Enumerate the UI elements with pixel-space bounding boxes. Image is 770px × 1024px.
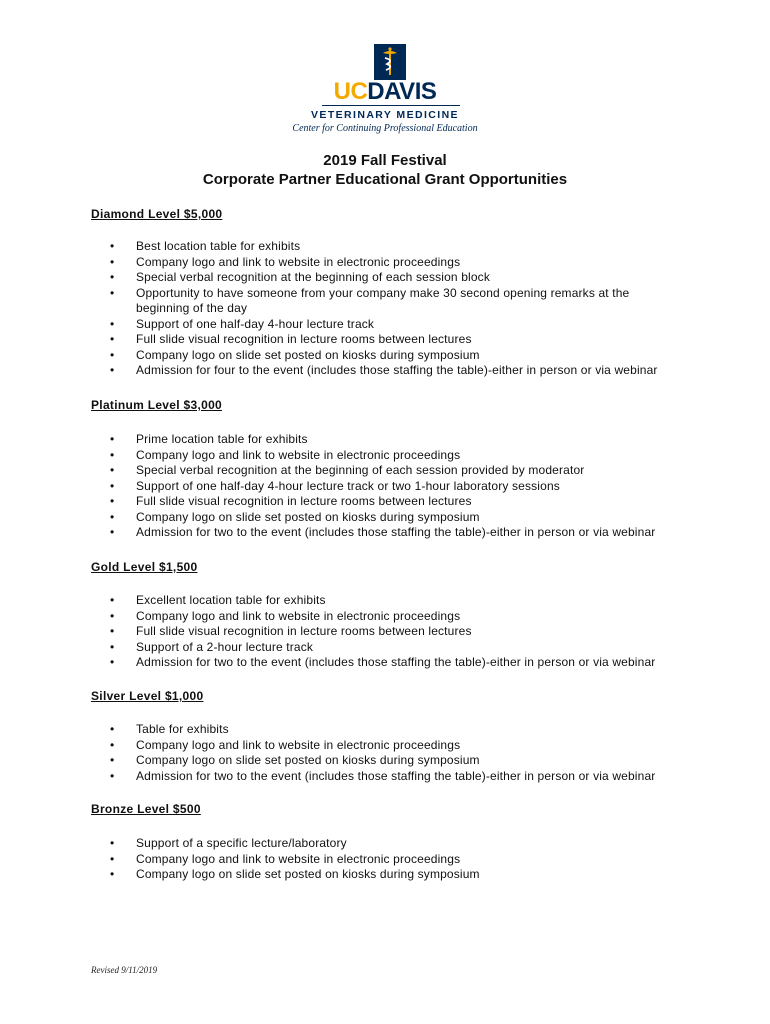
list-item: • Admission for two to the event (includes those staffing the table)-either in person or via webinar xyxy=(110,525,680,541)
list-item: • Special verbal recognition at the beginning of each session provided by moderator xyxy=(110,463,680,479)
list-item: • Company logo on slide set posted on kiosks during symposium xyxy=(110,510,680,526)
list-item: • Support of one half-day 4-hour lecture track or two 1-hour laboratory sessions xyxy=(110,479,680,495)
list-item: • Full slide visual recognition in lecture rooms between lectures xyxy=(110,494,680,510)
section-list-platinum xyxy=(110,432,680,541)
section-heading-bronze: Bronze Level $500 xyxy=(91,802,201,816)
section-list-silver xyxy=(110,722,680,784)
section-list-diamond xyxy=(110,239,680,379)
list-item: • Special verbal recognition at the beginning of each session block xyxy=(110,270,680,286)
list-item: • Company logo and link to website in electronic proceedings xyxy=(110,852,680,868)
list-item: • Admission for two to the event (includes those staffing the table)-either in person or via webinar xyxy=(110,655,680,671)
list-item: • Company logo and link to website in electronic proceedings xyxy=(110,738,680,754)
list-item: • Full slide visual recognition in lecture rooms between lectures xyxy=(110,332,680,348)
list-item: • Company logo on slide set posted on kiosks during symposium xyxy=(110,348,680,364)
list-item: • Support of one half-day 4-hour lecture track xyxy=(110,317,680,333)
list-item: • Table for exhibits xyxy=(110,722,680,738)
list-item: • Support of a specific lecture/laboratory xyxy=(110,836,680,852)
logo-rule xyxy=(322,105,460,106)
list-item: • Admission for two to the event (includes those staffing the table)-either in person or via webinar xyxy=(110,769,680,785)
list-item: • Company logo and link to website in electronic proceedings xyxy=(110,609,680,625)
caduceus-shield-icon xyxy=(374,44,406,80)
list-item: • Excellent location table for exhibits xyxy=(110,593,680,609)
revision-note: Revised 9/11/2019 xyxy=(91,965,158,975)
list-item: • Support of a 2-hour lecture track xyxy=(110,640,680,656)
logo-center-name: Center for Continuing Professional Education xyxy=(292,123,478,134)
ucdavis-wordmark: UCDAVIS xyxy=(333,78,437,105)
list-item: • Company logo on slide set posted on kiosks during symposium xyxy=(110,753,680,769)
section-heading-silver: Silver Level $1,000 xyxy=(91,689,204,703)
list-item: • Company logo and link to website in electronic proceedings xyxy=(110,255,680,271)
list-item: • Opportunity to have someone from your company make 30 second opening remarks at the beginning of the day xyxy=(110,286,680,317)
document-title-line2: Corporate Partner Educational Grant Opportunities xyxy=(202,171,568,188)
list-item: • Full slide visual recognition in lecture rooms between lectures xyxy=(110,624,680,640)
list-item: • Prime location table for exhibits xyxy=(110,432,680,448)
list-item: • Admission for four to the event (includes those staffing the table)-either in person or via webinar xyxy=(110,363,680,379)
ucdavis-vetmed-logo xyxy=(0,44,770,134)
list-item: • Best location table for exhibits xyxy=(110,239,680,255)
list-item: • Company logo and link to website in electronic proceedings xyxy=(110,448,680,464)
section-heading-platinum: Platinum Level $3,000 xyxy=(91,398,223,412)
section-list-bronze xyxy=(110,836,680,883)
section-heading-gold: Gold Level $1,500 xyxy=(91,560,198,574)
document-title-line1: 2019 Fall Festival xyxy=(323,152,447,169)
logo-subtitle: VETERINARY MEDICINE xyxy=(311,109,459,121)
section-list-gold xyxy=(110,593,680,671)
section-heading-diamond: Diamond Level $5,000 xyxy=(91,207,223,221)
list-item: • Company logo on slide set posted on kiosks during symposium xyxy=(110,867,680,883)
